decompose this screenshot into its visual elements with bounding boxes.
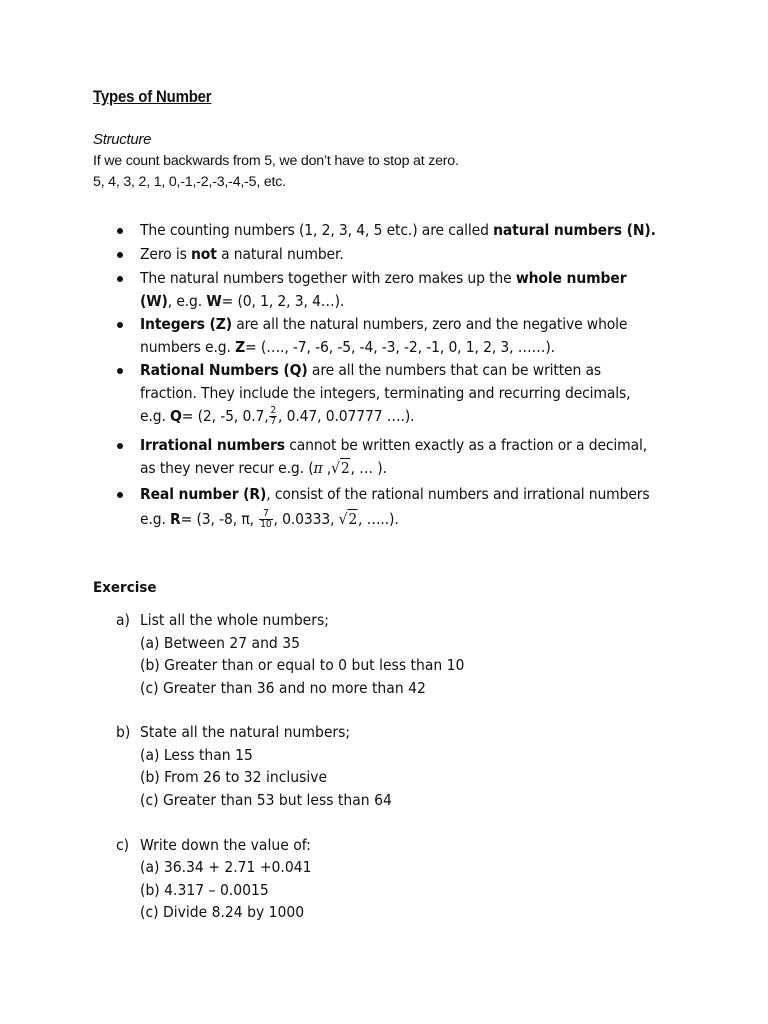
fraction-denominator: 7: [270, 416, 277, 427]
exercise-a-label: a): [116, 611, 130, 629]
item-text: , … ).: [350, 459, 387, 477]
item-text: The counting numbers (1, 2, 3, 4, 5 etc.) are called: [140, 221, 494, 239]
rational-item-line-3: [140, 406, 414, 427]
item-text: cannot be written exactly as a fraction or a decimal,: [284, 436, 648, 454]
item-text: are all the numbers that can be written as: [307, 361, 602, 379]
exercise-b-item: (b) From 26 to 32 inclusive: [140, 768, 328, 786]
exercise-a-item: (c) Greater than 36 and no more than 42: [140, 679, 426, 697]
exercise-c-item: (a) 36.34 + 2.71 +0.041: [140, 858, 312, 876]
exercise-c-item: (c) Divide 8.24 by 1000: [140, 903, 305, 921]
exercise-c-label: c): [116, 836, 130, 854]
item-text: e.g.: [140, 407, 171, 425]
page-title: Types of Number: [93, 87, 212, 106]
item-text: , e.g.: [167, 292, 207, 310]
structure-heading: Structure: [93, 131, 152, 148]
fraction-numerator: 7: [259, 509, 272, 520]
bullet-dot: [116, 491, 125, 500]
rational-item-line-1: [140, 361, 601, 379]
item-bold: natural numbers (N).: [493, 221, 656, 239]
bullet-dot: [116, 251, 125, 260]
natural-numbers-item: [140, 221, 656, 239]
radicand: 2: [348, 510, 358, 528]
exercise-c-text: Write down the value of:: [140, 836, 311, 854]
bullet-dot: [116, 367, 125, 376]
item-bold: Real number (R): [140, 485, 267, 503]
item-text: , 0.47, 0.07777 ….).: [278, 407, 415, 425]
fraction-numerator: 2: [270, 405, 277, 416]
structure-line-2: 5, 4, 3, 2, 1, 0,-1,-2,-3,-4,-5, etc.: [93, 174, 286, 190]
item-text: a natural number.: [216, 245, 344, 263]
item-bold: whole number: [515, 269, 627, 287]
item-text: = (3, -8, π,: [180, 510, 259, 528]
item-bold: (W): [140, 292, 168, 310]
item-text: = (…., -7, -6, -5, -4, -3, -2, -1, 0, 1, 2, 3, ……).: [245, 338, 555, 356]
square-root: [339, 509, 358, 528]
pi-symbol: π: [313, 459, 323, 477]
item-bold: not: [191, 245, 217, 263]
bullet-dot: [116, 275, 125, 284]
zero-item: [140, 245, 344, 263]
whole-numbers-item-line-1: [140, 269, 626, 287]
fraction: [259, 509, 272, 530]
irrational-item-line-1: [140, 436, 647, 454]
item-text: , consist of the rational numbers and irrational numbers: [266, 485, 650, 503]
exercise-heading: Exercise: [93, 580, 157, 596]
irrational-item-line-2: [140, 459, 387, 477]
real-item-line-2: [140, 509, 399, 530]
item-text: numbers e.g.: [140, 338, 236, 356]
item-bold: Integers (Z): [140, 315, 232, 333]
whole-numbers-item-line-2: [140, 292, 344, 310]
exercise-a-item: (a) Between 27 and 35: [140, 634, 300, 652]
item-text: are all the natural numbers, zero and the negative whole: [231, 315, 628, 333]
item-bold: Irrational numbers: [140, 436, 285, 454]
radicand: 2: [340, 459, 350, 477]
fraction-denominator: 10: [260, 519, 272, 530]
item-text: = (2, -5, 0.7,: [181, 407, 269, 425]
fraction: [269, 406, 277, 427]
item-bold: R: [170, 510, 181, 528]
exercise-a-text: List all the whole numbers;: [140, 611, 329, 629]
item-text: ,: [322, 459, 332, 477]
item-text: Zero is: [140, 245, 192, 263]
real-item-line-1: [140, 485, 650, 503]
integers-item-line-2: [140, 338, 555, 356]
item-text: e.g.: [140, 510, 171, 528]
bullet-dot: [116, 442, 125, 451]
item-bold: W: [206, 292, 222, 310]
item-bold: Z: [235, 338, 246, 356]
structure-line-1: If we count backwards from 5, we don’t have to stop at zero.: [93, 153, 459, 169]
item-text: The natural numbers together with zero makes up the: [140, 269, 516, 287]
exercise-a-item: (b) Greater than or equal to 0 but less than 10: [140, 656, 465, 674]
integers-item-line-1: [140, 315, 627, 333]
item-bold: Q: [170, 407, 182, 425]
exercise-c-item: (b) 4.317 – 0.0015: [140, 881, 269, 899]
root-sign: √: [338, 510, 348, 528]
root-sign: √: [331, 459, 340, 477]
item-text: , 0.0333,: [273, 510, 339, 528]
exercise-b-text: State all the natural numbers;: [140, 723, 351, 741]
exercise-b-item: (a) Less than 15: [140, 746, 253, 764]
item-text: , …..).: [358, 510, 399, 528]
item-bold: Rational Numbers (Q): [140, 361, 308, 379]
exercise-b-item: (c) Greater than 53 but less than 64: [140, 791, 392, 809]
item-text: as they never recur e.g. (: [140, 459, 314, 477]
bullet-dot: [116, 227, 125, 236]
item-text: = (0, 1, 2, 3, 4…).: [221, 292, 345, 310]
rational-item-line-2: fraction. They include the integers, terminating and recurring decimals,: [140, 384, 631, 402]
bullet-dot: [116, 321, 125, 330]
square-root: [331, 458, 350, 477]
exercise-b-label: b): [116, 723, 131, 741]
